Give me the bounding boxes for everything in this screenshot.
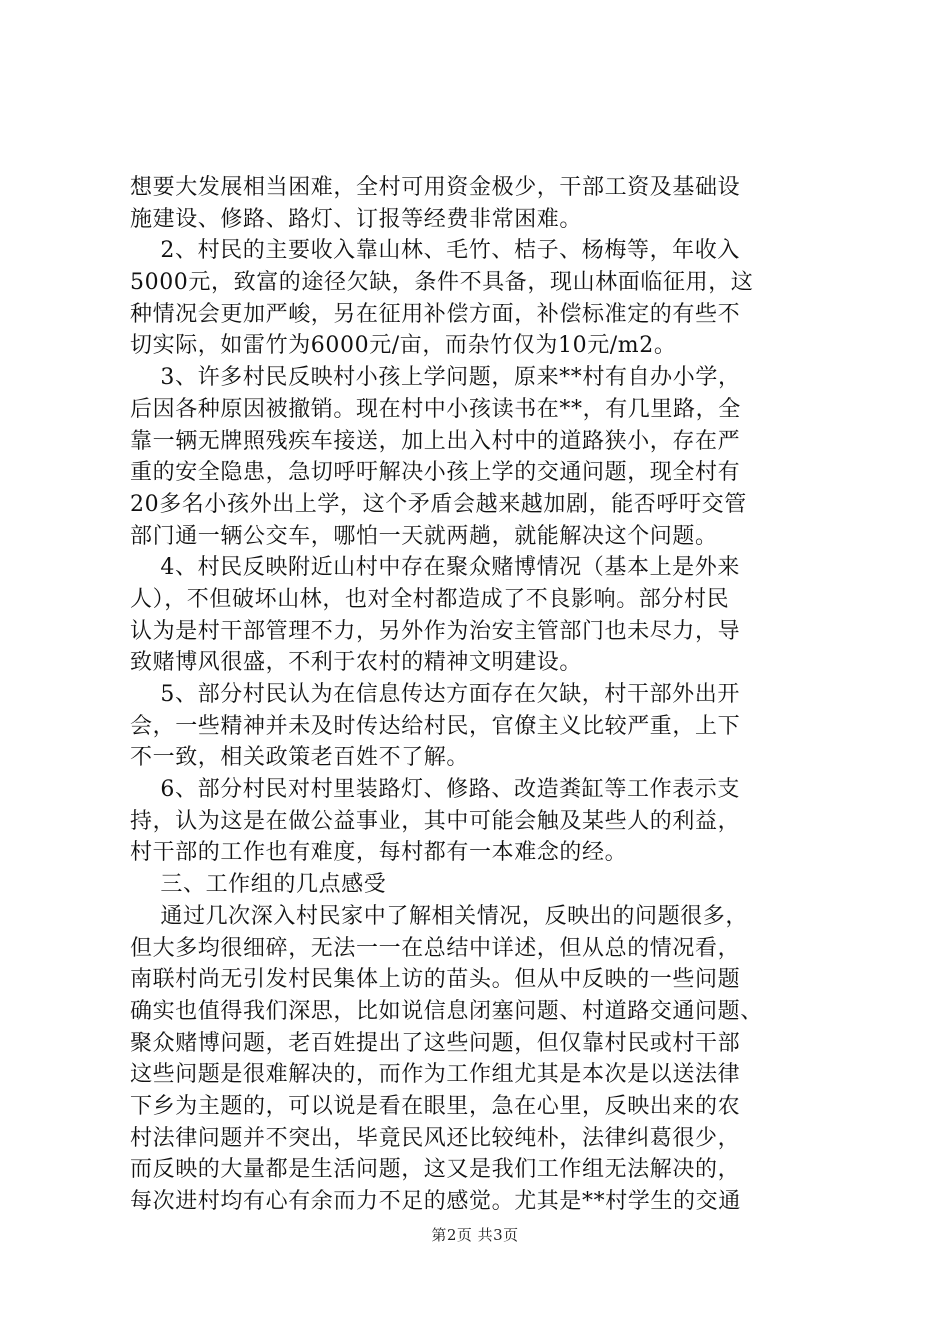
text-line: 6、部分村民对村里装路灯、修路、改造粪缸等工作表示支 [130,777,740,803]
text-line: 每次进村均有心有余而力不足的感觉。尤其是**村学生的交通 [130,1189,741,1214]
text-line: 种情况会更加严峻，另在征用补偿方面，补偿标准定的有些不 [130,301,741,327]
text-line: 人），不但破坏山林，也对全村都造成了不良影响。部分村民 [130,586,730,612]
text-line: 5000元，致富的途径欠缺，条件不具备，现山林面临征用，这 [130,270,754,296]
text-line: 村法律问题并不突出，毕竟民风还比较纯朴，法律纠葛很少， [130,1125,741,1151]
text-line: 南联村尚无引发村民集体上访的苗头。但从中反映的一些问题 [130,967,741,993]
text-line: 聚众赌博问题，老百姓提出了这些问题，但仅靠村民或村干部 [130,1030,741,1056]
text-line: 通过几次深入村民家中了解相关情况，反映出的问题很多， [130,903,748,929]
text-line: 持，认为这是在做公益事业，其中可能会触及某些人的利益， [130,808,741,834]
text-line: 3、许多村民反映村小孩上学问题，原来**村有自办小学， [130,365,741,391]
text-line: 会，一些精神并未及时传达给村民，官僚主义比较严重，上下 [130,713,741,739]
text-line: 施建设、修路、路灯、订报等经费非常困难。 [130,206,583,232]
section-heading: 三、工作组的几点感受 [130,872,387,898]
text-line: 致赌博风很盛，不利于农村的精神文明建设。 [130,650,583,676]
text-line: 4、村民反映附近山村中存在聚众赌博情况（基本上是外来 [130,555,740,581]
text-line: 靠一辆无牌照残疾车接送，加上出入村中的道路狭小，存在严 [130,428,741,454]
text-line: 重的安全隐患，急切呼吁解决小孩上学的交通问题，现全村有 [130,460,741,486]
body-text [130,172,830,1218]
text-line: 想要大发展相当困难，全村可用资金极少，干部工资及基础设 [130,175,741,200]
text-line: 认为是村干部管理不力，另外作为治安主管部门也未尽力，导 [130,618,741,644]
text-line: 后因各种原因被撤销。现在村中小孩读书在**，有几里路，全 [130,396,741,422]
text-line: 而反映的大量都是生活问题，这又是我们工作组无法解决的， [130,1157,741,1183]
text-line: 但大多均很细碎，无法一一在总结中详述，但从总的情况看， [130,935,741,961]
text-line: 村干部的工作也有难度，每村都有一本难念的经。 [130,840,628,866]
page-number-footer: 第2页 共3页 [431,1226,519,1244]
text-line: 确实也值得我们深思，比如说信息闭塞问题、村道路交通问题、 [130,998,763,1024]
text-line: 20多名小孩外出上学，这个矛盾会越来越加剧，能否呼吁交管 [130,491,747,517]
text-line: 2、村民的主要收入靠山林、毛竹、桔子、杨梅等，年收入 [130,238,740,264]
text-line: 切实际，如雷竹为6000元/亩，而杂竹仅为10元/m2。 [130,333,677,359]
text-line: 不一致，相关政策老百姓不了解。 [130,745,470,771]
text-line: 下乡为主题的，可以说是看在眼里，急在心里，反映出来的农 [130,1093,741,1119]
text-line: 部门通一辆公交车，哪怕一天就两趟，就能解决这个问题。 [130,523,718,549]
text-line: 这些问题是很难解决的，而作为工作组尤其是本次是以送法律 [130,1062,741,1088]
text-line: 5、部分村民认为在信息传达方面存在欠缺，村干部外出开 [130,682,740,707]
